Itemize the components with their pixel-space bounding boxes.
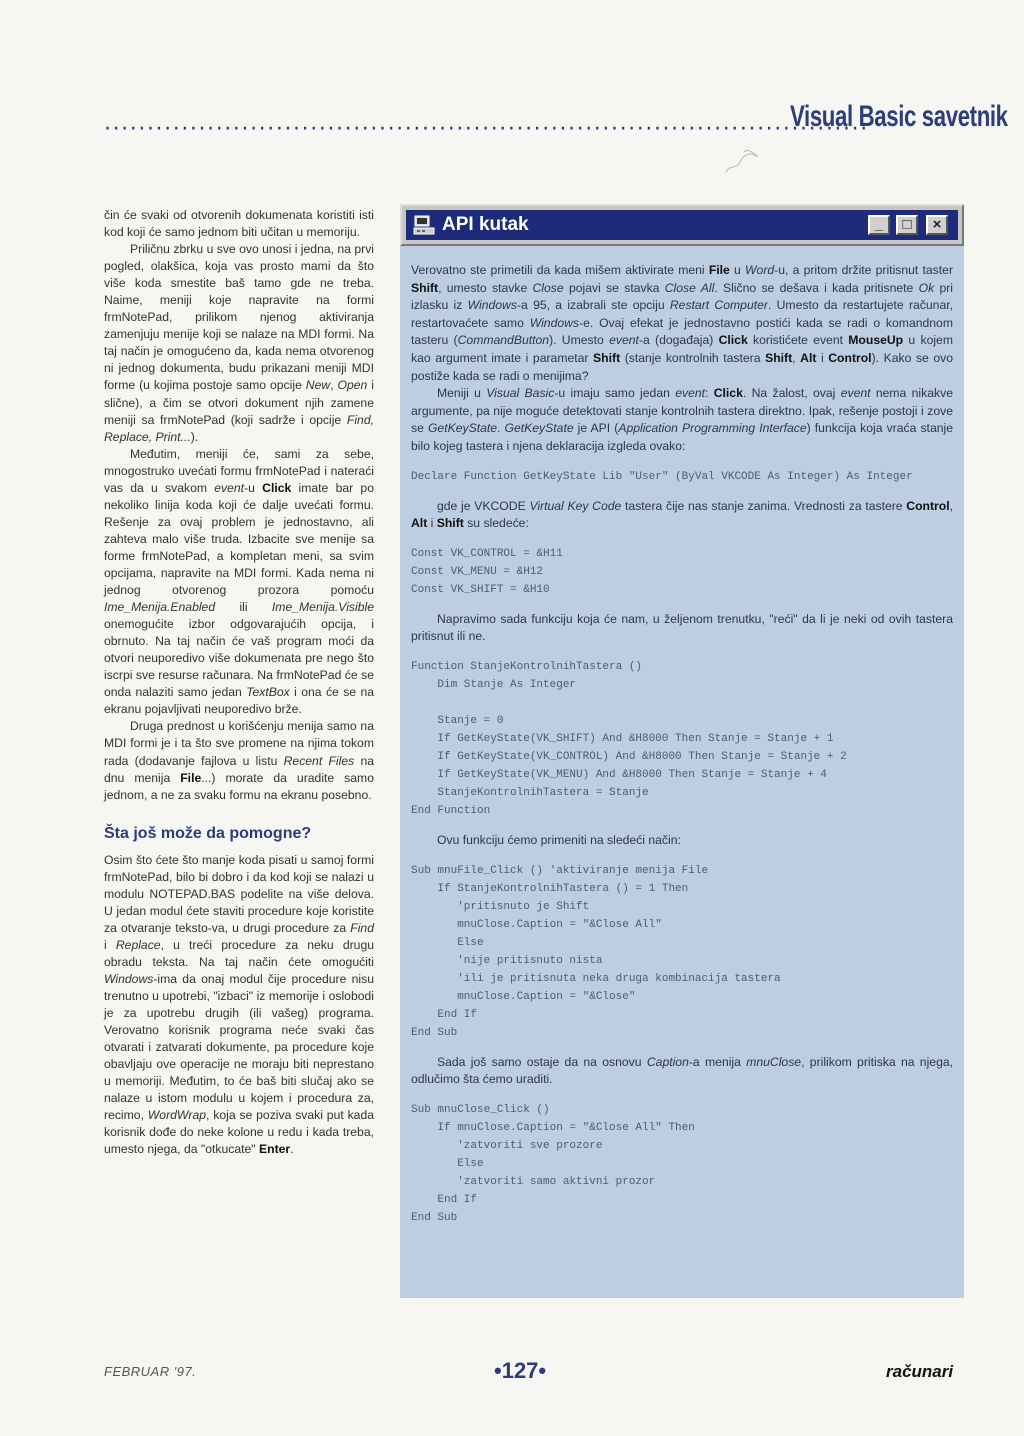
computer-icon <box>412 213 436 237</box>
left-paragraph-3: Međutim, meniji će, sami za sebe, mnogostruko uvećati formu frmNotePad i nateraći vas da u svakom event-u Click imate bar po nekoliko linija koda koji će dalje uvećati formu. Rešenje za ovaj problem je jednostavno, ali zahteva malo više truda. Izbacite sve menije sa forme frmNotePad, a kompletan meni, sa svim opcijama, napravite na MDI formi. Kada nema ni jednog otvorenog prozora pomoću Ime_Menija.Enabled ili Ime_Menija.Visible onemogućite izbor odgovarajućih opcija, i obrnuto. Na taj način će vaš program moći da otvori neuporedivo više dokumenata pre nego što iscrpi sve resurse računara. Na frmNotePad će se onda nalaziti samo jedan TextBox i ona će se na ekranu pojavljivati neuporedivo brže. <box>104 446 375 717</box>
issue-date: FEBRUAR '97. <box>104 1364 197 1379</box>
window-titlebar-caption <box>406 210 958 240</box>
code-mnufile-click: Sub mnuFile_Click () 'aktiviranje menija File If StanjeKontrolnihTastera () = 1 Then 'pritisnuto je Shift mnuClose.Caption = "&Close All" Else 'nije pritisnuto nista 'ili je pritisnuta neka druga kombinacija tastera mnuClose.Caption = "&Close" End If End Sub <box>411 864 781 1039</box>
panel-paragraph-2: Meniji u Visual Basic-u imaju samo jedan event: Click. Na žalost, ovaj event nema nikakve argumente, pa nije moguće detektovati stanje kontrolnih tastera direktno. Ipak, rešenje postoji i zove se GetKeyState. GetKeyState je API (Application Programming Interface) funkcija koja vraća stanje bilo kojeg tastera i njena deklaracija izgleda ovako: <box>411 386 953 453</box>
maximize-button[interactable]: □ <box>896 215 918 235</box>
section-title: Visual Basic savetnik <box>790 100 1008 133</box>
panel-paragraph-4: Napravimo sada funkciju koja će nam, u željenom trenutku, "reći" da li je neki od ovih tastera pritisnut ili ne. <box>411 611 953 644</box>
left-paragraph-4: Druga prednost u korišćenju menija samo na MDI formi je i ta što sve promene na njima tokom rada (dodavanje fajlova u listu Recent Files na dnu menija File...) morate da uradite samo jednom, a ne za svaku formu na ekranu posebno. <box>104 719 375 802</box>
magazine-name: računari <box>886 1362 954 1381</box>
panel-paragraph-5: Ovu funkciju ćemo primeniti na sledeći način: <box>437 832 681 847</box>
window-titlebar <box>400 204 964 246</box>
minimize-button[interactable]: _ <box>868 215 890 235</box>
left-column <box>104 207 374 1158</box>
code-mnuclose-click: Sub mnuClose_Click () If mnuClose.Caption = "&Close All" Then 'zatvoriti sve prozore Else 'zatvoriti samo aktivni prozor End If End Sub <box>411 1103 695 1224</box>
left-paragraph-2: Priličnu zbrku u sve ovo unosi i jedna, na prvi pogled, olakšica, koja vas prosto mami da što više koda smestite baš tamo gde ne treba. Naime, meniji koje napravite na formi frmNotePad, prilikom njenog aktiviranja zamenjuju menije koji se nalaze na MDI formi. Na taj način je omogućeno da, kada nema otvorenog ni jednog dokumenta, budu prikazani meniji MDI forme (u kojima postoje samo opcije New, Open i slične), a čim se otvori dokument njih zamene meniji sa frmNotePad (koji sadrže i opcije Find, Replace, Print...). <box>104 242 374 444</box>
api-panel-body <box>411 262 953 1239</box>
panel-paragraph-6: Sada još samo ostaje da na osnovu Caption-a menija mnuClose, prilikom pritiska na njega, odlučimo šta ćemo uraditi. <box>411 1054 954 1087</box>
header-dotted-rule: ························································································· <box>104 117 869 142</box>
subheading: Šta još može da pomogne? <box>104 824 312 842</box>
window-title: API kutak <box>442 214 529 235</box>
api-panel <box>400 204 964 1298</box>
left-paragraph-5: Osim što ćete što manje koda pisati u samoj formi frmNotePad, bilo bi dobro i da kod koji se nalazi u modulu NOTEPAD.BAS podelite na više delova. U jedan modul ćete staviti procedure koje koristite za otvaranje teksto-va, u drugi procedure za Find i Replace, u treći procedure za neku drugu obradu teksta. Na taj način ćete omogućiti Windows-ima da onaj modul čije procedure nisu trenutno u upotrebi, "izbaci" iz memorije i oslobodi je za upotrebu drugih (ili vašeg) programa. Verovatno korisnik programa neće svaki čas otvarati i zatvarati dokumente, pa procedure koje obavljaju ove operacije ne moraju biti neprestano u memoriji. Međutim, to će baš biti slučaj ako se nalaze u istom modulu u kojem i procedura za, recimo, WordWrap, koja se poziva svaki put kada korisnik dođe do neke kolone u redu i kada treba, umesto njega, da "otkucate" Enter. <box>104 852 375 1157</box>
panel-paragraph-3: gde je VKCODE Virtual Key Code tastera čije nas stanje zanima. Vrednosti za tastere Control, Alt i Shift su sledeće: <box>411 498 954 531</box>
left-paragraph-1: čin će svaki od otvorenih dokumenata koristiti isti kod koji će samo jednom biti učitan u memoriju. <box>104 208 374 240</box>
page-number: •127• <box>494 1358 547 1383</box>
code-function: Function StanjeKontrolnihTastera () Dim Stanje As Integer Stanje = 0 If GetKeyState(VK_SHIFT) And &H8000 Then Stanje = Stanje + 1 If GetKeyState(VK_CONTROL) And &H8000 Then Stanje = Stanje + 2 If GetKeyState(VK_MENU) And &H8000 Then Stanje = Stanje + 4 StanjeKontrolnihTastera = Stanje End Function <box>411 660 847 817</box>
code-constants: Const VK_CONTROL = &H11 Const VK_MENU = &H12 Const VK_SHIFT = &H10 <box>411 547 563 596</box>
panel-paragraph-1: Verovatno ste primetili da kada mišem aktivirate meni File u Word-u, a pritom držite pritisnut taster Shift, umesto stavke Close pojavi se stavka Close All. Slično se dešava i kada pritisnete Ok pri izlasku iz Windows-a 95, a izabrali ste opciju Restart Computer. Umesto da restartujete računar, restartovaćete samo Windows-e. Ovaj efekat je jednostavno postići kada se radi o komandnom tasteru (CommandButton). Umesto event-a (događaja) Click koristićete event MouseUp u kojem kao argument imate i parametar Shift (stanje kontrolnih tastera Shift, Alt i Control). Kako se ovo postiže kada se radi o menijima? <box>411 263 954 383</box>
close-button[interactable]: × <box>926 215 948 235</box>
code-declare: Declare Function GetKeyState Lib "User" (ByVal VKCODE As Integer) As Integer <box>411 470 913 483</box>
squiggle-decoration <box>722 142 762 176</box>
